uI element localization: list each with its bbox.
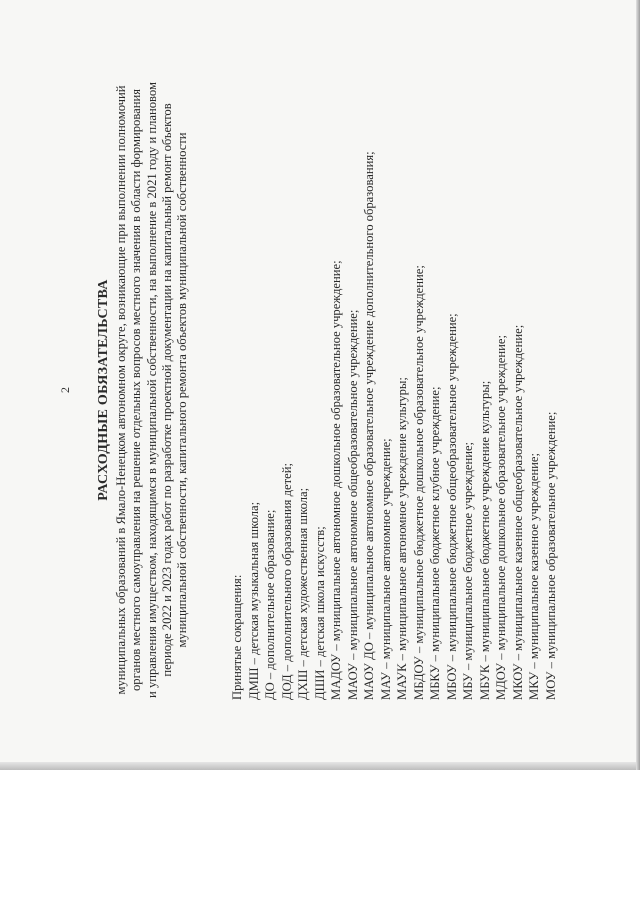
abbreviation-item: МАОУ ДО – муниципальное автономное образовательное учреждение дополнительного образования; — [362, 151, 376, 700]
abbreviations-section — [230, 60, 560, 700]
subtitle-line: муниципальной собственности, капитального ремонта объектов муниципальной собственности — [175, 132, 190, 648]
document-page — [52, 40, 612, 740]
scan-bottom-edge — [0, 762, 640, 770]
page-number: 2 — [58, 387, 72, 393]
subtitle-line: органов местного самоуправления на решение отдельных вопросов местного значения в области формирования — [129, 89, 144, 691]
abbreviation-item: ДОД – дополнительного образования детей; — [279, 463, 294, 700]
subtitle-line: муниципальных образований в Ямало-Ненецком автономном округе, возникающие при выполнении полномочий — [114, 85, 128, 695]
abbreviation-item: МАУ – муниципальное автономное учреждение; — [378, 438, 393, 700]
abbreviation-item: МКОУ – муниципальное казенное общеобразовательное учреждение; — [510, 324, 525, 700]
abbreviation-item: ДШИ – детская школа искусств; — [312, 526, 327, 700]
abbreviations-heading: Принятые сокращения: — [230, 574, 244, 700]
abbreviation-item: МБКУ – муниципальное бюджетное клубное учреждение; — [428, 386, 442, 700]
abbreviation-item: МАУК – муниципальное автономное учреждение культуры; — [395, 377, 409, 700]
abbreviations-list — [247, 60, 561, 700]
subtitle-line: и управления имуществом, находящимся в муниципальной собственности, на выполнение в 2021 году и плановом — [144, 82, 159, 698]
abbreviation-item: МБОУ – муниципальное бюджетное общеобразовательное учреждение; — [444, 313, 459, 700]
abbreviation-item: МАОУ – муниципальное автономное общеобразовательное учреждение; — [345, 309, 360, 700]
abbreviation-item: ДМШ – детская музыкальная школа; — [246, 501, 261, 700]
abbreviation-item: МКУ – муниципальное казенное учреждение; — [527, 452, 541, 700]
abbreviation-item: ДО – дополнительное образование; — [263, 509, 277, 700]
abbreviation-item: МБУК – муниципальное бюджетное учреждение культуры; — [477, 380, 492, 700]
abbreviation-item: МБУ – муниципальное бюджетное учреждение; — [461, 441, 475, 700]
subtitle-line: периоде 2022 и 2023 годах работ по разработке проектной документации на капитальный ремонт объектов — [159, 103, 174, 677]
abbreviation-item: МОУ – муниципальное образовательное учреждение; — [543, 411, 558, 700]
abbreviation-item: ДХШ – детская художественная школа; — [296, 487, 310, 700]
abbreviation-item: МДОУ – муниципальное дошкольное образовательное учреждение; — [494, 335, 508, 700]
abbreviation-item: МБДОУ – муниципальное бюджетное дошкольное образовательное учреждение; — [411, 265, 426, 700]
document-title: РАСХОДНЫЕ ОБЯЗАТЕЛЬСТВА — [96, 279, 111, 501]
scan-right-edge — [636, 0, 640, 770]
document-subtitle — [114, 40, 190, 740]
abbreviation-item: МАДОУ – муниципальное автономное дошкольное образовательное учреждение; — [329, 260, 343, 700]
